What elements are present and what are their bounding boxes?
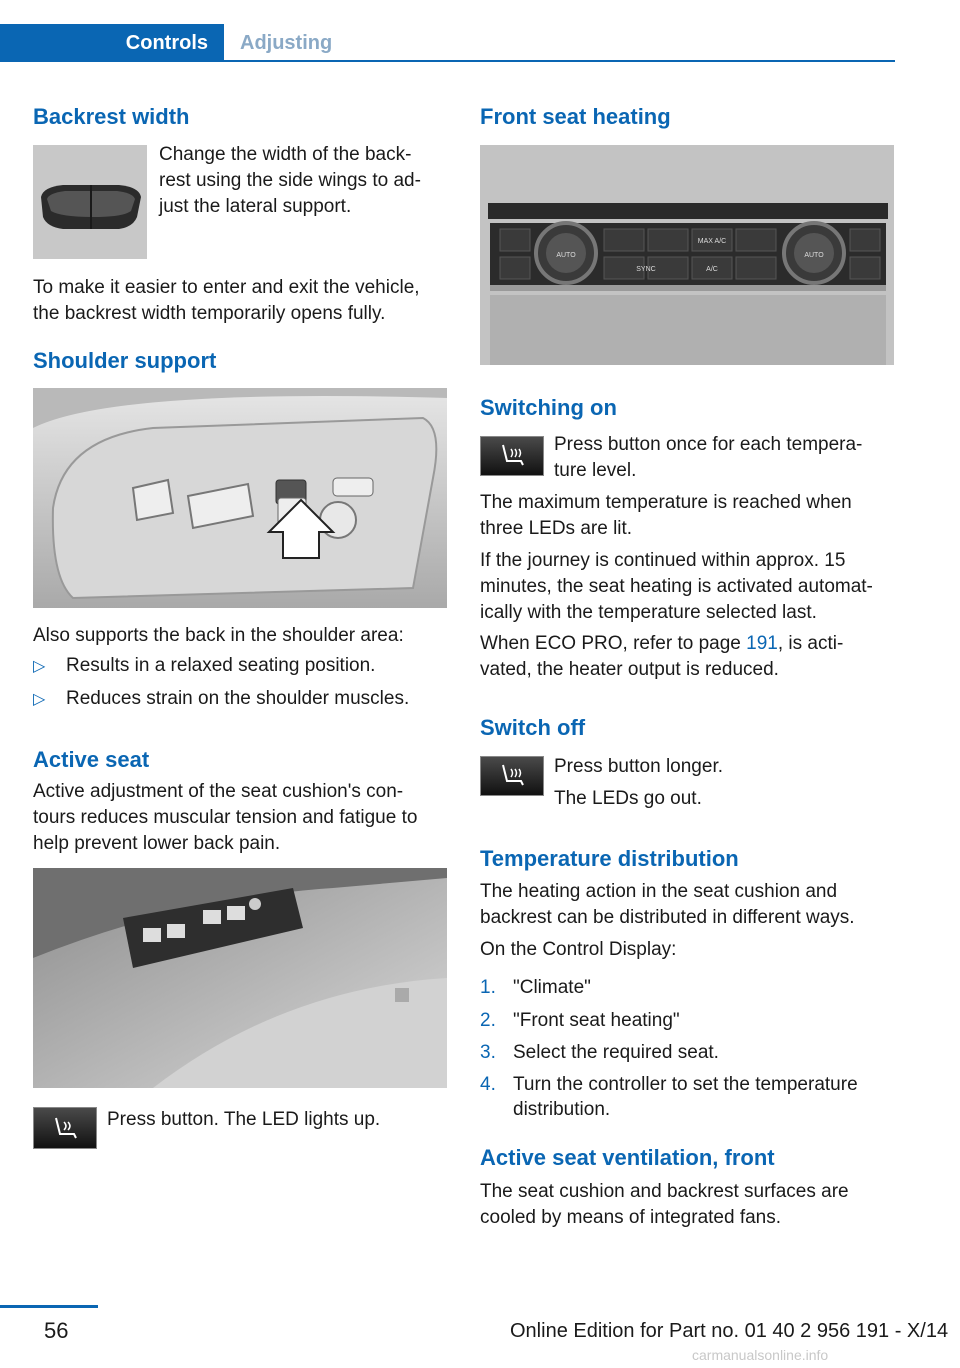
step-1: "Climate" [513,977,591,998]
climate-panel-image [480,145,894,365]
eco-text-1b: , is acti- [777,633,844,654]
press-led-text: Press button. The LED lights up. [107,1109,381,1130]
eco-page-link[interactable]: 191 [746,633,778,654]
temp-dist-text-1: The heating action in the seat cushion and [480,881,838,902]
step-number: 4. [480,1074,496,1095]
footer-rule [0,1305,98,1308]
active-seat-heading: Active seat [33,747,150,772]
online-edition: Online Edition for Part no. 01 40 2 956 191 - X/14 [510,1320,949,1342]
backrest-text-2: rest using the side wings to ad- [159,170,421,191]
shoulder-item-2: Reduces strain on the shoulder muscles. [66,688,410,709]
journey-text-1: If the journey is continued within approx. 15 [480,550,846,571]
door-panel-image [33,868,447,1088]
front-seat-heating-heading: Front seat heating [480,104,671,129]
step-number: 3. [480,1042,496,1063]
journey-text-3: ically with the temperature selected last. [480,602,817,623]
seat-heating-button-icon [480,436,544,476]
backrest-width-image [33,145,147,259]
control-display-text: On the Control Display: [480,939,677,960]
seat-heating-button-icon [480,756,544,796]
active-seat-text-1: Active adjustment of the seat cushion's con- [33,781,404,802]
temp-dist-text-2: backrest can be distributed in different ways. [480,907,855,928]
auto-label-left: AUTO [556,252,576,259]
vent-text-1: The seat cushion and backrest surfaces are [480,1181,849,1202]
switch-off-text-1: Press button longer. [554,756,723,777]
enter-exit-text-2: the backrest width temporarily opens fully. [33,303,386,324]
auto-label-right: AUTO [804,252,824,259]
bullet-triangle-icon: ▷ [33,691,46,708]
max-temp-text-2: three LEDs are lit. [480,518,633,539]
ac-label: A/C [706,266,718,273]
active-seat-text-2: tours reduces muscular tension and fatigue to [33,807,418,828]
tab-adjusting[interactable]: Adjusting [240,31,333,54]
switching-on-heading: Switching on [480,395,617,420]
shoulder-support-heading: Shoulder support [33,348,217,373]
backrest-text-1: Change the width of the back- [159,144,412,165]
switching-on-text-2: ture level. [554,460,637,481]
bullet-triangle-icon: ▷ [33,658,46,675]
tab-controls[interactable]: Controls [0,24,224,62]
eco-text-2: vated, the heater output is reduced. [480,659,779,680]
maxac-label: MAX A/C [697,238,727,245]
enter-exit-text-1: To make it easier to enter and exit the vehicle, [33,277,420,298]
shoulder-support-image [33,388,447,608]
vent-text-2: cooled by means of integrated fans. [480,1207,782,1228]
sync-label: SYNC [636,266,656,273]
seat-ventilation-heading: Active seat ventilation, front [480,1145,775,1170]
step-number: 2. [480,1010,496,1031]
step-number: 1. [480,977,496,998]
temperature-distribution-heading: Temperature distribution [480,846,739,871]
switch-off-text-2: The LEDs go out. [554,788,702,809]
shoulder-intro: Also supports the back in the shoulder area: [33,625,404,646]
eco-text-1 [480,631,843,657]
backrest-text-3: just the lateral support. [159,196,352,217]
switch-off-heading: Switch off [480,715,586,740]
shoulder-item-1: Results in a relaxed seating position. [66,655,376,676]
active-seat-button-icon [33,1107,97,1149]
step-4-cont: distribution. [513,1099,611,1120]
step-4: Turn the controller to set the temperature [513,1074,858,1095]
step-2: "Front seat heating" [513,1010,680,1031]
watermark: carmanualsonline.info [692,1347,829,1363]
max-temp-text-1: The maximum temperature is reached when [480,492,852,513]
page-number: 56 [44,1318,69,1343]
eco-text-1a: When ECO PRO, refer to page [480,633,747,654]
active-seat-text-3: help prevent lower back pain. [33,833,281,854]
switching-on-text-1: Press button once for each tempera- [554,434,863,455]
journey-text-2: minutes, the seat heating is activated automat- [480,576,873,597]
step-3: Select the required seat. [513,1042,719,1063]
backrest-width-heading: Backrest width [33,104,190,129]
